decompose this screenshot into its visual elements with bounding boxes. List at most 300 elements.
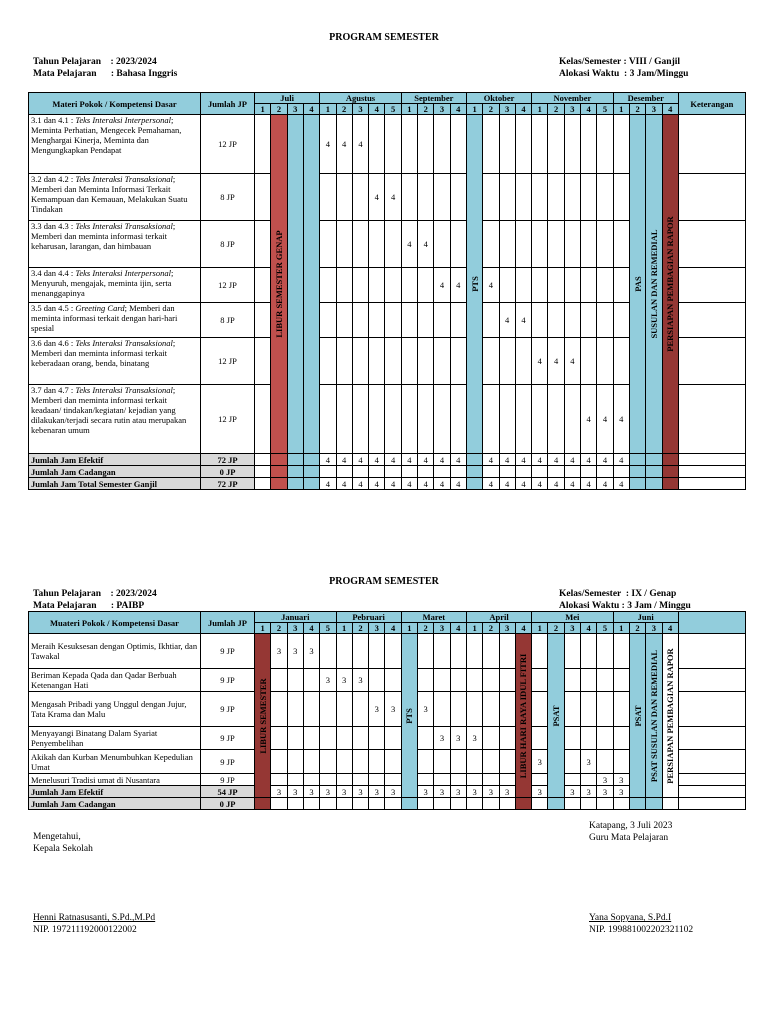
week-cell: 3 — [303, 634, 319, 669]
kd-topic: Teks Interaksi Transaksional — [75, 338, 173, 348]
week-cell — [597, 634, 613, 669]
header-month: April — [466, 612, 531, 623]
week-cell: 3 — [466, 727, 482, 750]
header-week: 4 — [662, 623, 678, 634]
total-week-cell: 4 — [581, 454, 597, 466]
week-cell — [483, 692, 499, 727]
total-week-cell — [499, 466, 515, 478]
week-cell: 3 — [418, 692, 434, 727]
total-week-cell — [255, 466, 271, 478]
week-cell — [352, 174, 368, 221]
total-week-cell — [466, 454, 482, 466]
week-cell — [434, 174, 450, 221]
week-cell — [287, 692, 303, 727]
week-cell: 4 — [515, 303, 531, 338]
rapor-label: PERSIAPAN PEMBAGIAN RAPOR — [665, 647, 676, 784]
week-cell: 3 — [271, 634, 287, 669]
header-week: 1 — [336, 623, 352, 634]
week-cell — [548, 268, 564, 303]
week-cell — [271, 669, 287, 692]
header-row-months — [29, 612, 746, 623]
week-cell — [564, 174, 580, 221]
week-cell — [532, 692, 548, 727]
materi-cell — [29, 303, 201, 338]
week-cell — [385, 115, 401, 174]
header-week: 1 — [401, 104, 417, 115]
week-cell: 4 — [369, 174, 385, 221]
libur-semester-label: LIBUR SEMESTER GENAP — [273, 230, 284, 338]
week-cell — [597, 303, 613, 338]
header-week: 3 — [646, 104, 662, 115]
week-cell — [483, 750, 499, 774]
header-week: 1 — [532, 104, 548, 115]
header-week: 1 — [401, 623, 417, 634]
week-cell: 4 — [336, 115, 352, 174]
jumlah-jp-cell: 12 JP — [201, 338, 255, 385]
week-cell — [450, 634, 466, 669]
week-cell: 3 — [320, 669, 336, 692]
special-week-cell — [255, 634, 271, 798]
total-week-cell: 4 — [352, 478, 368, 490]
header-week: 2 — [418, 104, 434, 115]
total-week-cell: 4 — [613, 454, 629, 466]
signature-left-name — [33, 912, 155, 936]
guru-name: Yana Sopyana, S.Pd.I — [589, 913, 672, 923]
week-cell — [597, 221, 613, 268]
total-week-cell — [271, 466, 287, 478]
header-week: 1 — [255, 104, 271, 115]
total-week-cell: 4 — [385, 454, 401, 466]
special-week-cell — [646, 115, 662, 454]
total-week-cell — [434, 466, 450, 478]
total-week-cell: 4 — [369, 478, 385, 490]
week-cell — [499, 727, 515, 750]
week-cell: 4 — [532, 338, 548, 385]
jumlah-jp-cell: 9 JP — [201, 634, 255, 669]
header-week: 1 — [320, 104, 336, 115]
week-cell: 3 — [352, 669, 368, 692]
total-week-cell: 4 — [581, 478, 597, 490]
doc2-tahun-pelajaran: Tahun Pelajaran : 2023/2024 — [33, 589, 157, 599]
week-cell — [564, 692, 580, 727]
header-month: Desember — [613, 93, 678, 104]
week-cell — [450, 115, 466, 174]
week-cell — [401, 174, 417, 221]
doc1-alokasi-waktu: Alokasi Waktu : 3 Jam/Minggu — [559, 69, 689, 79]
week-cell — [418, 268, 434, 303]
week-cell — [418, 634, 434, 669]
week-cell — [385, 338, 401, 385]
header-week: 2 — [629, 104, 645, 115]
week-cell — [450, 303, 466, 338]
week-cell — [450, 174, 466, 221]
total-week-cell — [287, 478, 303, 490]
total-week-cell — [483, 798, 499, 810]
total-week-cell — [581, 798, 597, 810]
week-cell — [564, 221, 580, 268]
week-cell — [597, 115, 613, 174]
jumlah-jp-cell: 8 JP — [201, 174, 255, 221]
kd-description: ; Menyuruh, mengajak, meminta ijin, serta menanggapinya — [31, 268, 174, 298]
week-cell — [287, 750, 303, 774]
week-cell — [320, 303, 336, 338]
week-cell — [336, 268, 352, 303]
week-cell — [401, 268, 417, 303]
week-cell — [320, 634, 336, 669]
total-week-cell: 4 — [369, 454, 385, 466]
signature-left — [33, 831, 93, 855]
total-week-cell: 4 — [597, 478, 613, 490]
special-week-cell — [401, 634, 417, 798]
total-week-cell — [450, 798, 466, 810]
week-cell — [287, 669, 303, 692]
week-cell — [613, 303, 629, 338]
week-cell — [532, 634, 548, 669]
week-cell — [581, 669, 597, 692]
header-week: 3 — [499, 623, 515, 634]
total-label: Jumlah Jam Efektif — [29, 786, 201, 798]
doc2-info-left — [33, 588, 157, 612]
week-cell: 3 — [434, 727, 450, 750]
week-cell — [515, 338, 531, 385]
week-cell — [369, 774, 385, 786]
week-cell — [385, 634, 401, 669]
week-cell — [303, 692, 319, 727]
header-week: 2 — [629, 623, 645, 634]
doc2-mata-pelajaran: Mata Pelajaran : PAIBP — [33, 601, 145, 611]
header-week: 4 — [369, 104, 385, 115]
week-cell — [466, 669, 482, 692]
libur-semester-label: LIBUR SEMESTER — [257, 677, 268, 754]
special-week-cell — [548, 634, 564, 798]
header-month: Agustus — [320, 93, 402, 104]
week-cell — [450, 669, 466, 692]
week-cell — [548, 385, 564, 454]
week-cell — [320, 774, 336, 786]
total-row — [29, 454, 746, 466]
susulan-label: PSAT SUSULAN DAN REMEDIAL — [648, 649, 659, 782]
week-cell — [597, 669, 613, 692]
header-month: Pebruari — [336, 612, 401, 623]
kd-code: 3.3 dan 4.3 : — [31, 221, 76, 231]
week-cell — [385, 268, 401, 303]
header-week: 2 — [483, 623, 499, 634]
kd-topic: Teks Interaksi Transaksional — [75, 221, 173, 231]
total-keterangan — [678, 466, 745, 478]
special-week-cell — [662, 115, 678, 454]
week-cell — [483, 115, 499, 174]
total-week-cell — [287, 454, 303, 466]
total-week-cell: 4 — [564, 454, 580, 466]
week-cell — [581, 774, 597, 786]
week-cell — [450, 750, 466, 774]
header-keterangan: Keterangan — [678, 93, 745, 115]
header-jumlah: Jumlah JP — [201, 93, 255, 115]
week-cell — [287, 727, 303, 750]
week-cell — [483, 727, 499, 750]
total-week-cell — [629, 798, 645, 810]
week-cell — [483, 669, 499, 692]
header-month: November — [532, 93, 614, 104]
week-cell — [401, 385, 417, 454]
week-cell — [581, 303, 597, 338]
week-cell — [564, 727, 580, 750]
libur-idul-fitri-label: LIBUR HARI RAYA IDUL FITRI — [518, 653, 529, 778]
kepala-sekolah-label: Kepala Sekolah — [33, 844, 93, 854]
week-cell: 3 — [597, 774, 613, 786]
total-week-cell: 3 — [466, 786, 482, 798]
week-cell — [336, 692, 352, 727]
header-week: 5 — [597, 104, 613, 115]
header-week: 5 — [320, 623, 336, 634]
week-cell — [369, 303, 385, 338]
week-cell — [369, 115, 385, 174]
special-week-cell — [629, 634, 645, 798]
week-cell — [613, 268, 629, 303]
kd-topic: Teks Interaksi Transaksional — [75, 174, 173, 184]
week-cell — [532, 174, 548, 221]
rapor-label: PERSIAPAN PEMBAGIAN RAPOR — [665, 216, 676, 352]
week-cell — [466, 750, 482, 774]
week-cell — [303, 727, 319, 750]
total-week-cell: 4 — [483, 478, 499, 490]
week-cell — [287, 774, 303, 786]
total-week-cell: 3 — [581, 786, 597, 798]
total-week-cell: 3 — [287, 786, 303, 798]
program-semester-title-2: PROGRAM SEMESTER — [329, 576, 439, 587]
week-cell: 4 — [613, 385, 629, 454]
total-week-cell: 3 — [434, 786, 450, 798]
doc1-info-left — [33, 56, 177, 80]
week-cell — [369, 669, 385, 692]
total-week-cell — [532, 798, 548, 810]
pas-label: PAS — [632, 276, 643, 292]
week-cell — [613, 115, 629, 174]
total-week-cell — [613, 798, 629, 810]
jumlah-jp-cell: 9 JP — [201, 750, 255, 774]
total-week-cell — [336, 798, 352, 810]
week-cell — [597, 174, 613, 221]
kd-code: 3.5 dan 4.5 : — [31, 303, 76, 313]
week-cell — [499, 634, 515, 669]
week-cell — [320, 385, 336, 454]
program-semester-title-1: PROGRAM SEMESTER — [329, 32, 439, 43]
materi-cell — [29, 338, 201, 385]
header-week: 2 — [336, 104, 352, 115]
total-week-cell: 4 — [401, 478, 417, 490]
total-week-cell: 3 — [385, 786, 401, 798]
header-week: 3 — [564, 104, 580, 115]
header-week: 3 — [352, 104, 368, 115]
header-week: 3 — [499, 104, 515, 115]
total-week-cell: 4 — [515, 478, 531, 490]
week-cell — [483, 174, 499, 221]
materi-cell: Menelusuri Tradisi umat di Nusantara — [29, 774, 201, 786]
week-cell — [532, 115, 548, 174]
total-week-cell — [515, 466, 531, 478]
total-week-cell: 4 — [499, 454, 515, 466]
total-jp: 0 JP — [201, 466, 255, 478]
keterangan-cell — [678, 774, 745, 786]
week-cell — [336, 727, 352, 750]
week-cell — [499, 174, 515, 221]
kd-description: ; Meminta Perhatian, Mengecek Pemahaman, Menghargai Kinerja, Meminta dan Mengungkapkan Pendapat — [31, 115, 182, 155]
week-cell — [581, 338, 597, 385]
week-cell — [352, 774, 368, 786]
week-cell: 4 — [581, 385, 597, 454]
week-cell: 4 — [385, 174, 401, 221]
total-keterangan — [678, 454, 745, 466]
week-cell — [385, 727, 401, 750]
total-week-cell — [629, 478, 645, 490]
week-cell — [352, 303, 368, 338]
total-week-cell: 3 — [450, 786, 466, 798]
week-cell — [613, 634, 629, 669]
header-week: 3 — [564, 623, 580, 634]
jumlah-jp-cell: 9 JP — [201, 774, 255, 786]
special-week-cell — [287, 115, 303, 454]
total-week-cell — [369, 798, 385, 810]
week-cell — [499, 385, 515, 454]
week-cell: 4 — [401, 221, 417, 268]
doc1-info-right — [559, 56, 688, 80]
keterangan-cell — [678, 303, 745, 338]
week-cell — [581, 221, 597, 268]
week-cell — [434, 115, 450, 174]
total-label: Jumlah Jam Cadangan — [29, 798, 201, 810]
week-cell — [613, 750, 629, 774]
week-cell — [548, 303, 564, 338]
week-cell — [255, 115, 271, 174]
week-cell — [320, 692, 336, 727]
week-cell — [613, 338, 629, 385]
jumlah-jp-cell: 9 JP — [201, 727, 255, 750]
header-month: September — [401, 93, 466, 104]
total-week-cell: 4 — [564, 478, 580, 490]
week-cell — [613, 174, 629, 221]
total-week-cell — [369, 466, 385, 478]
week-cell — [418, 115, 434, 174]
materi-cell — [29, 385, 201, 454]
week-cell — [581, 692, 597, 727]
total-week-cell: 3 — [597, 786, 613, 798]
total-week-cell — [352, 798, 368, 810]
kepala-sekolah-name: Henni Ratnasusanti, S.Pd.,M.Pd — [33, 913, 156, 923]
keterangan-cell — [678, 221, 745, 268]
doc1-mata-pelajaran: Mata Pelajaran : Bahasa Inggris — [33, 69, 178, 79]
total-week-cell — [483, 466, 499, 478]
keterangan-cell — [678, 268, 745, 303]
week-cell — [466, 774, 482, 786]
week-cell — [385, 750, 401, 774]
week-cell: 3 — [369, 692, 385, 727]
week-cell — [515, 115, 531, 174]
guru-nip: NIP. 199881002202321102 — [589, 925, 694, 935]
week-cell — [499, 669, 515, 692]
week-cell — [564, 669, 580, 692]
kd-description: ; Memberi dan meminta informasi terkait dengan hari-hari spesial — [31, 303, 178, 333]
week-cell — [499, 221, 515, 268]
week-cell — [336, 174, 352, 221]
week-cell — [385, 385, 401, 454]
week-cell — [418, 750, 434, 774]
total-week-cell — [548, 798, 564, 810]
week-cell — [352, 268, 368, 303]
total-week-cell — [450, 466, 466, 478]
total-week-cell — [303, 454, 319, 466]
total-week-cell — [629, 454, 645, 466]
kd-topic: Greeting Card — [75, 303, 125, 313]
header-week: 2 — [548, 623, 564, 634]
week-cell — [255, 338, 271, 385]
header-keterangan — [678, 612, 745, 634]
week-cell: 4 — [548, 338, 564, 385]
header-week: 2 — [352, 623, 368, 634]
kepala-sekolah-nip: NIP. 197211192000122002 — [33, 925, 137, 935]
week-cell — [320, 221, 336, 268]
special-week-cell — [466, 115, 482, 454]
total-week-cell — [271, 478, 287, 490]
week-cell — [369, 338, 385, 385]
header-month: Juni — [613, 612, 678, 623]
total-week-cell — [532, 466, 548, 478]
total-week-cell: 4 — [548, 478, 564, 490]
week-cell — [385, 221, 401, 268]
kd-description: ; Memberi dan meminta informasi terkait keadaan/ tindakan/kegiatan/ kejadian yang dilakukan/terjadi secara rutin atau merupakan kebenaran umum — [31, 385, 187, 435]
week-cell: 4 — [418, 221, 434, 268]
header-materi: Materi Pokok / Kompetensi Dasar — [29, 93, 201, 115]
week-cell — [564, 303, 580, 338]
total-week-cell: 3 — [320, 786, 336, 798]
week-cell — [597, 750, 613, 774]
pts-label: PTS — [469, 276, 480, 292]
total-week-cell: 4 — [548, 454, 564, 466]
header-week: 1 — [255, 623, 271, 634]
week-cell: 3 — [385, 692, 401, 727]
week-cell — [450, 221, 466, 268]
week-cell — [532, 268, 548, 303]
week-cell — [515, 174, 531, 221]
total-week-cell: 4 — [418, 478, 434, 490]
header-week: 1 — [466, 623, 482, 634]
total-jp: 72 JP — [201, 478, 255, 490]
total-week-cell: 4 — [336, 454, 352, 466]
week-cell — [352, 385, 368, 454]
materi-cell: Menyayangi Binatang Dalam Syariat Penyembelihan — [29, 727, 201, 750]
total-label: Jumlah Jam Total Semester Ganjil — [29, 478, 201, 490]
psat-label: PSAT — [632, 704, 643, 727]
week-cell — [499, 268, 515, 303]
week-cell — [564, 268, 580, 303]
total-week-cell — [564, 466, 580, 478]
week-cell: 3 — [450, 727, 466, 750]
week-cell — [303, 750, 319, 774]
doc2-kelas-semester: Kelas/Semester : IX / Genap — [559, 589, 677, 599]
week-cell — [597, 338, 613, 385]
total-week-cell — [287, 798, 303, 810]
total-week-cell — [515, 798, 531, 810]
jumlah-jp-cell: 8 JP — [201, 221, 255, 268]
week-cell — [255, 303, 271, 338]
header-week: 1 — [613, 623, 629, 634]
total-week-cell: 4 — [483, 454, 499, 466]
week-cell — [401, 115, 417, 174]
week-cell — [418, 774, 434, 786]
week-cell — [613, 692, 629, 727]
total-week-cell — [287, 466, 303, 478]
week-cell — [352, 750, 368, 774]
week-cell — [532, 221, 548, 268]
